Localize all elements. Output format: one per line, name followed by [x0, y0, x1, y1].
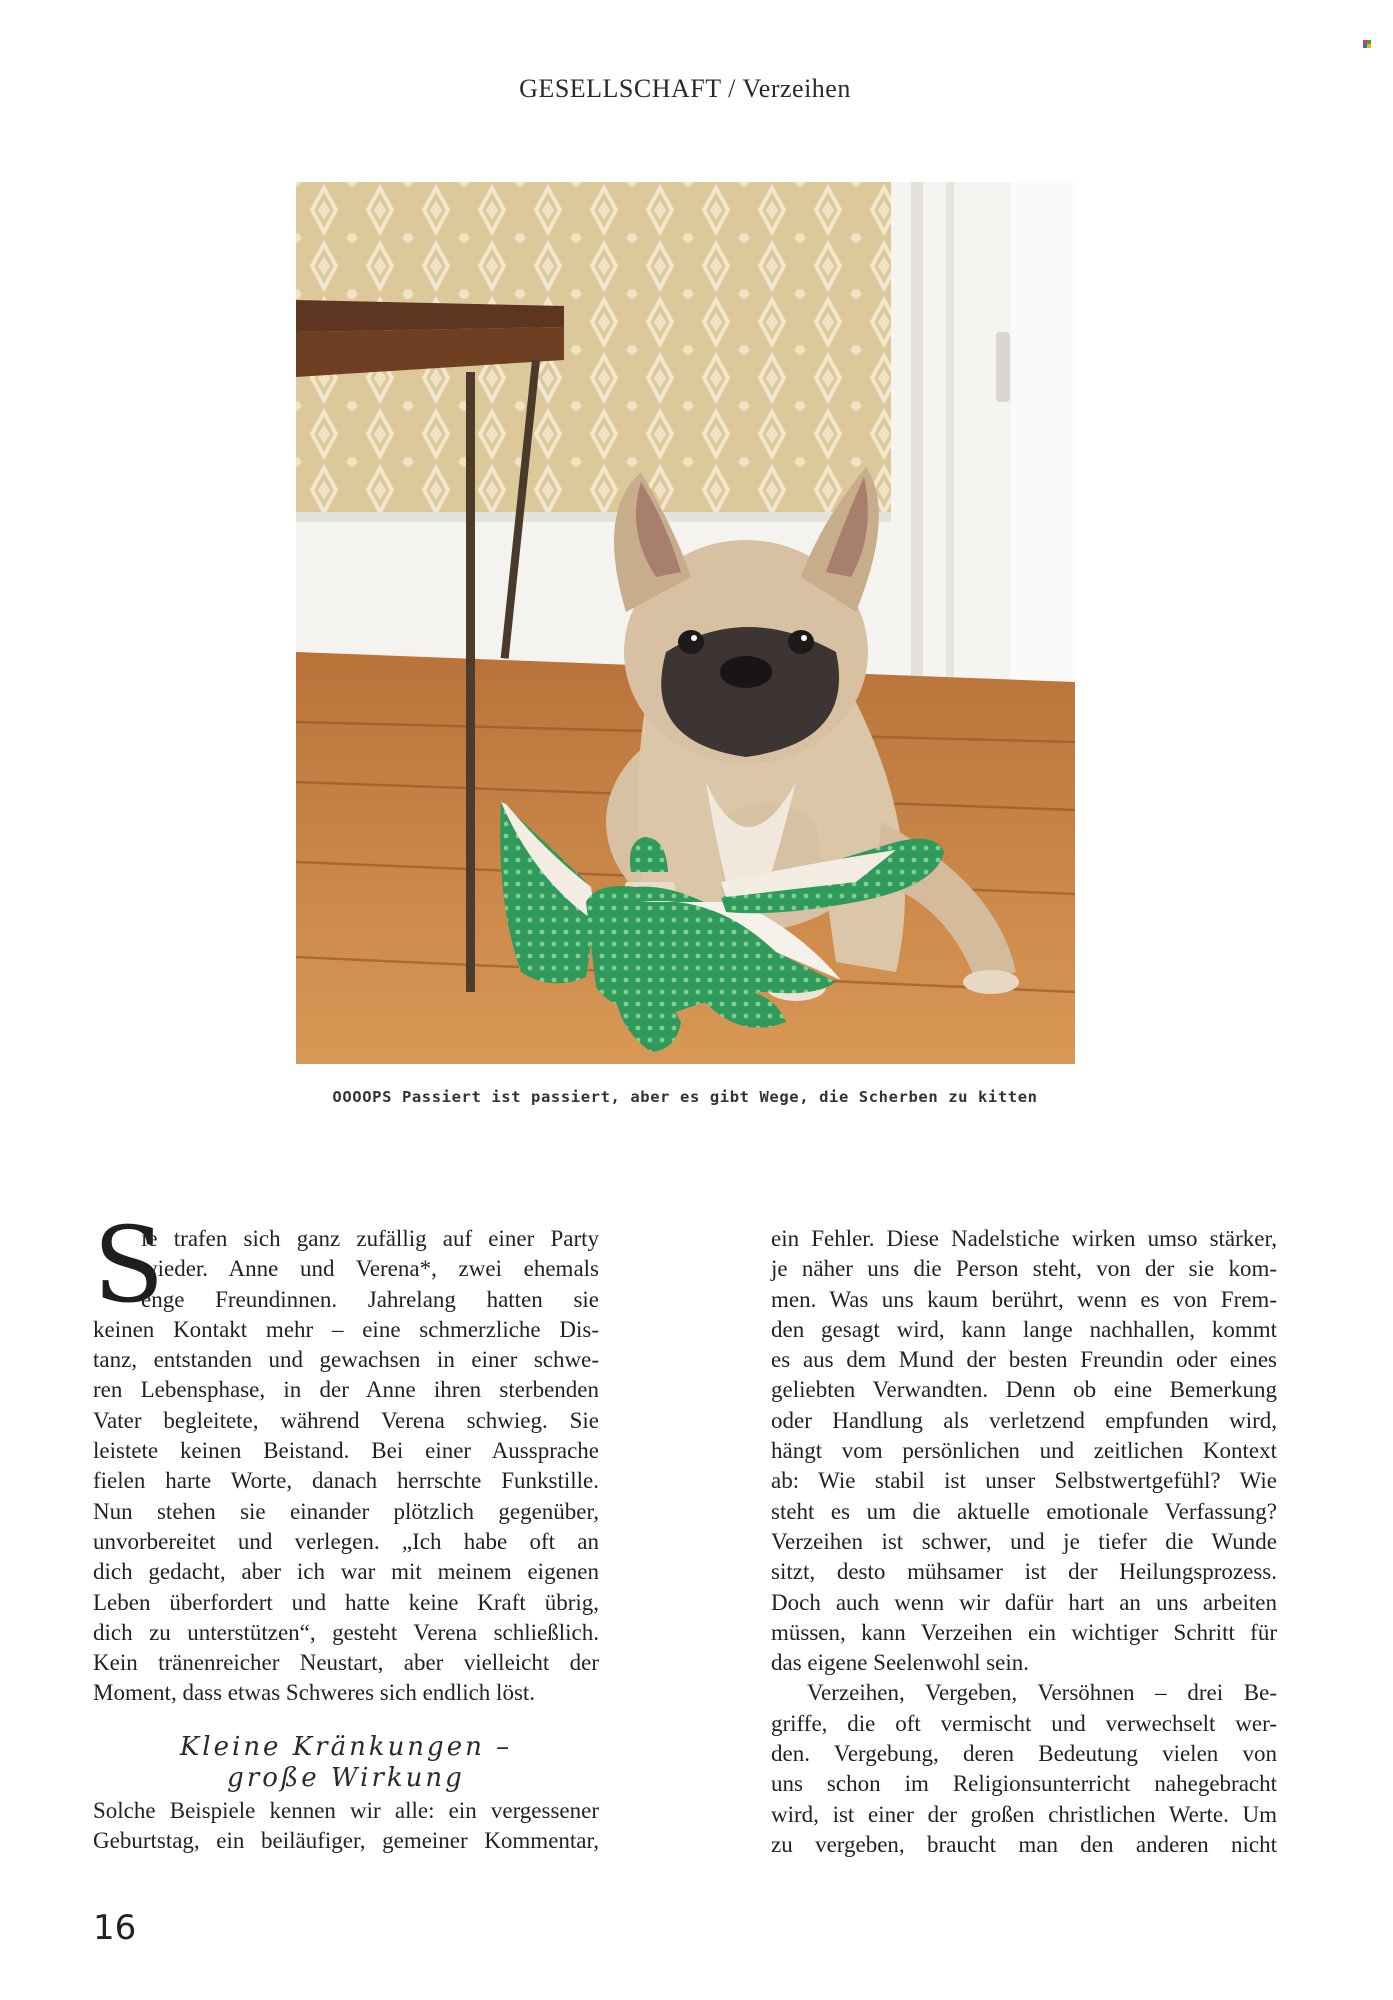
body-line: ren Lebensphase, in der Anne ihren sterbenden — [93, 1377, 599, 1403]
body-line: dich zu unterstützen“, gesteht Verena schließlich. — [93, 1619, 599, 1645]
article-column-left — [93, 1224, 599, 1709]
body-line: oder Handlung als verletzend empfunden wird, — [771, 1407, 1277, 1433]
body-line: uns schon im Religionsunterricht nahegebracht — [771, 1771, 1277, 1797]
body-line: Moment, dass etwas Schweres sich endlich löst. — [93, 1680, 536, 1706]
page-number: 16 — [93, 1908, 137, 1948]
body-line: leistete keinen Beistand. Bei einer Aussprache — [93, 1438, 599, 1464]
body-line: Doch auch wenn wir dafür hart an uns arbeiten — [771, 1589, 1277, 1615]
subheading-line-1: Kleine Kränkungen – — [179, 1732, 513, 1762]
body-line: Verzeihen, Vergeben, Versöhnen – drei Be- — [807, 1680, 1277, 1706]
body-line: je näher uns die Person steht, von der sie kom- — [771, 1256, 1277, 1282]
section-header: GESELLSCHAFT / Verzeihen — [519, 74, 851, 103]
body-line: geliebten Verwandten. Denn ob eine Bemerkung — [771, 1377, 1277, 1403]
article-photo — [296, 182, 1075, 1064]
photo-caption: OOOOPS Passiert ist passiert, aber es gibt Wege, die Scherben zu kitten — [332, 1088, 1038, 1106]
body-line: sitzt, desto mühsamer ist der Heilungsprozess. — [771, 1559, 1277, 1585]
body-line: enge Freundinnen. Jahrelang hatten sie — [141, 1286, 599, 1312]
body-line: zu vergeben, braucht man den anderen nicht — [771, 1831, 1277, 1857]
body-line: Solche Beispiele kennen wir alle: ein vergessener — [93, 1798, 599, 1823]
body-line: hängt vom persönlichen und zeitlichen Kontext — [771, 1438, 1277, 1464]
body-line: den gesagt wird, kann lange nachhallen, kommt — [771, 1316, 1277, 1342]
body-line: es aus dem Mund der besten Freundin oder eines — [771, 1347, 1277, 1373]
body-line: griffe, die oft vermischt und verwechselt wer- — [771, 1710, 1277, 1736]
body-line: fielen harte Worte, danach herrschte Funkstille. — [93, 1468, 599, 1494]
body-line: das eigene Seelenwohl sein. — [771, 1650, 1030, 1676]
body-line: wird, ist einer der großen christlichen Werte. Um — [771, 1801, 1277, 1827]
body-line: men. Was uns kaum berührt, wenn es von Frem- — [771, 1286, 1277, 1312]
body-line: dich gedacht, aber ich war mit meinem eigenen — [93, 1559, 599, 1585]
subheading-line-2: große Wirkung — [227, 1763, 465, 1793]
body-line: Nun stehen sie einander plötzlich gegenüber, — [93, 1498, 599, 1524]
body-line: wieder. Anne und Verena*, zwei ehemals — [141, 1256, 599, 1282]
body-line: Leben überfordert und hatte keine Kraft übrig, — [93, 1589, 599, 1615]
body-line: Kein tränenreicher Neustart, aber vielleicht der — [93, 1650, 599, 1676]
body-line: Verzeihen ist schwer, und je tiefer die Wunde — [771, 1528, 1277, 1554]
body-line: müssen, kann Verzeihen ein wichtiger Schritt für — [771, 1619, 1277, 1645]
body-line: ab: Wie stabil ist unser Selbstwertgefühl? Wie — [771, 1468, 1277, 1494]
dog-cactus-illustration — [296, 182, 1075, 1064]
body-line: steht es um die aktuelle emotionale Verfassung? — [771, 1498, 1277, 1524]
body-line: unvorbereitet und verlegen. „Ich habe oft an — [93, 1528, 599, 1554]
body-line: den. Vergebung, deren Bedeutung vielen von — [771, 1741, 1277, 1767]
body-line: tanz, entstanden und gewachsen in einer schwe- — [93, 1347, 599, 1373]
body-line: Geburtstag, ein beiläufiger, gemeiner Kommentar, — [93, 1828, 599, 1854]
body-line: Vater begleitete, während Verena schwieg. Sie — [93, 1407, 599, 1433]
article-column-right — [771, 1224, 1277, 1860]
body-line: keinen Kontakt mehr – eine schmerzliche Dis- — [93, 1316, 599, 1342]
drop-cap: S — [93, 1204, 165, 1326]
body-line: ein Fehler. Diese Nadelstiche wirken umso stärker, — [771, 1226, 1277, 1251]
subheading — [93, 1732, 599, 1794]
corner-logo-mark — [1363, 40, 1371, 48]
body-line: ie trafen sich ganz zufällig auf einer Party — [141, 1226, 599, 1251]
article-column-left-continued — [93, 1796, 599, 1857]
